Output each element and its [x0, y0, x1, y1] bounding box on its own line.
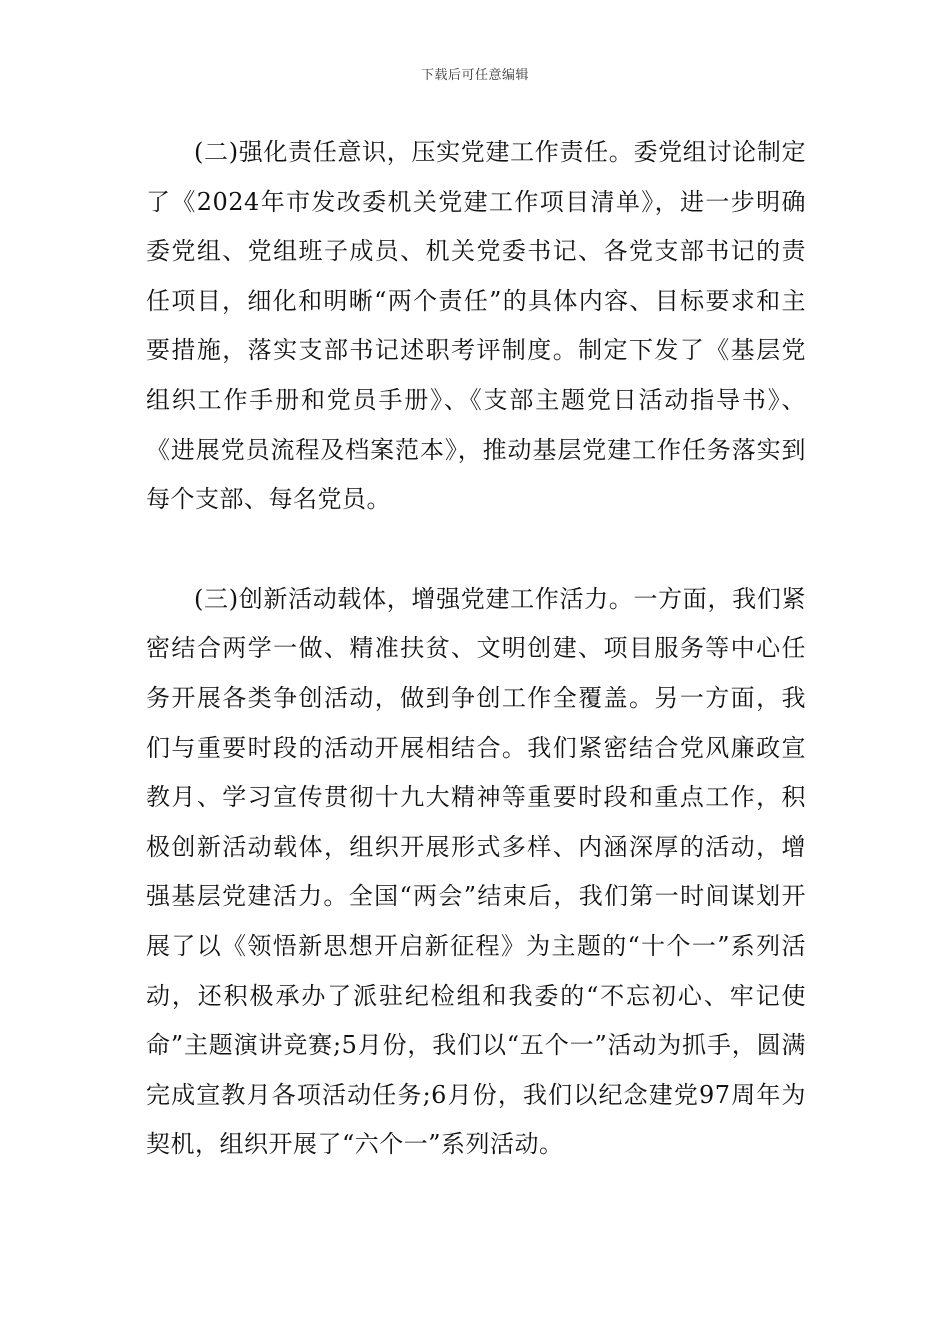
paragraph-activities: (三)创新活动载体，增强党建工作活力。一方面，我们紧密结合两学一做、精准扶贫、文明创建、项目服务等中心任务开展各类争创活动，做到争创工作全覆盖。另一方面，我们与重要时段的活动开展相结合。我们紧密结合党风廉政宣教月、学习宣传贯彻十九大精神等重要时段和重点工作，积极创新活动载体，组织开展形式多样、内涵深厚的活动，增强基层党建活力。全国“两会”结束后，我们第一时间谋划开展了以《领悟新思想开启新征程》为主题的“十个一”系列活动，还积极承办了派驻纪检组和我委的“不忘初心、牢记使命”主题演讲竞赛;5月份，我们以“五个一”活动为抓手，圆满完成宣教月各项活动任务;6月份，我们以纪念建党97周年为契机，组织开展了“六个一”系列活动。 [146, 584, 806, 1159]
paragraph-responsibility: (二)强化责任意识，压实党建工作责任。委党组讨论制定了《2024年市发改委机关党建工作项目清单》，进一步明确委党组、党组班子成员、机关党委书记、各党支部书记的责任项目，细化和明晰“两个责任”的具体内容、目标要求和主要措施，落实支部书记述职考评制度。制定下发了《基层党组织工作手册和党员手册》、《支部主题党日活动指导书》、《进展党员流程及档案范本》，推动基层党建工作任务落实到每个支部、每名党员。 [146, 138, 806, 514]
page-header: 下载后可任意编辑 [420, 68, 529, 83]
document-body [146, 128, 806, 1170]
